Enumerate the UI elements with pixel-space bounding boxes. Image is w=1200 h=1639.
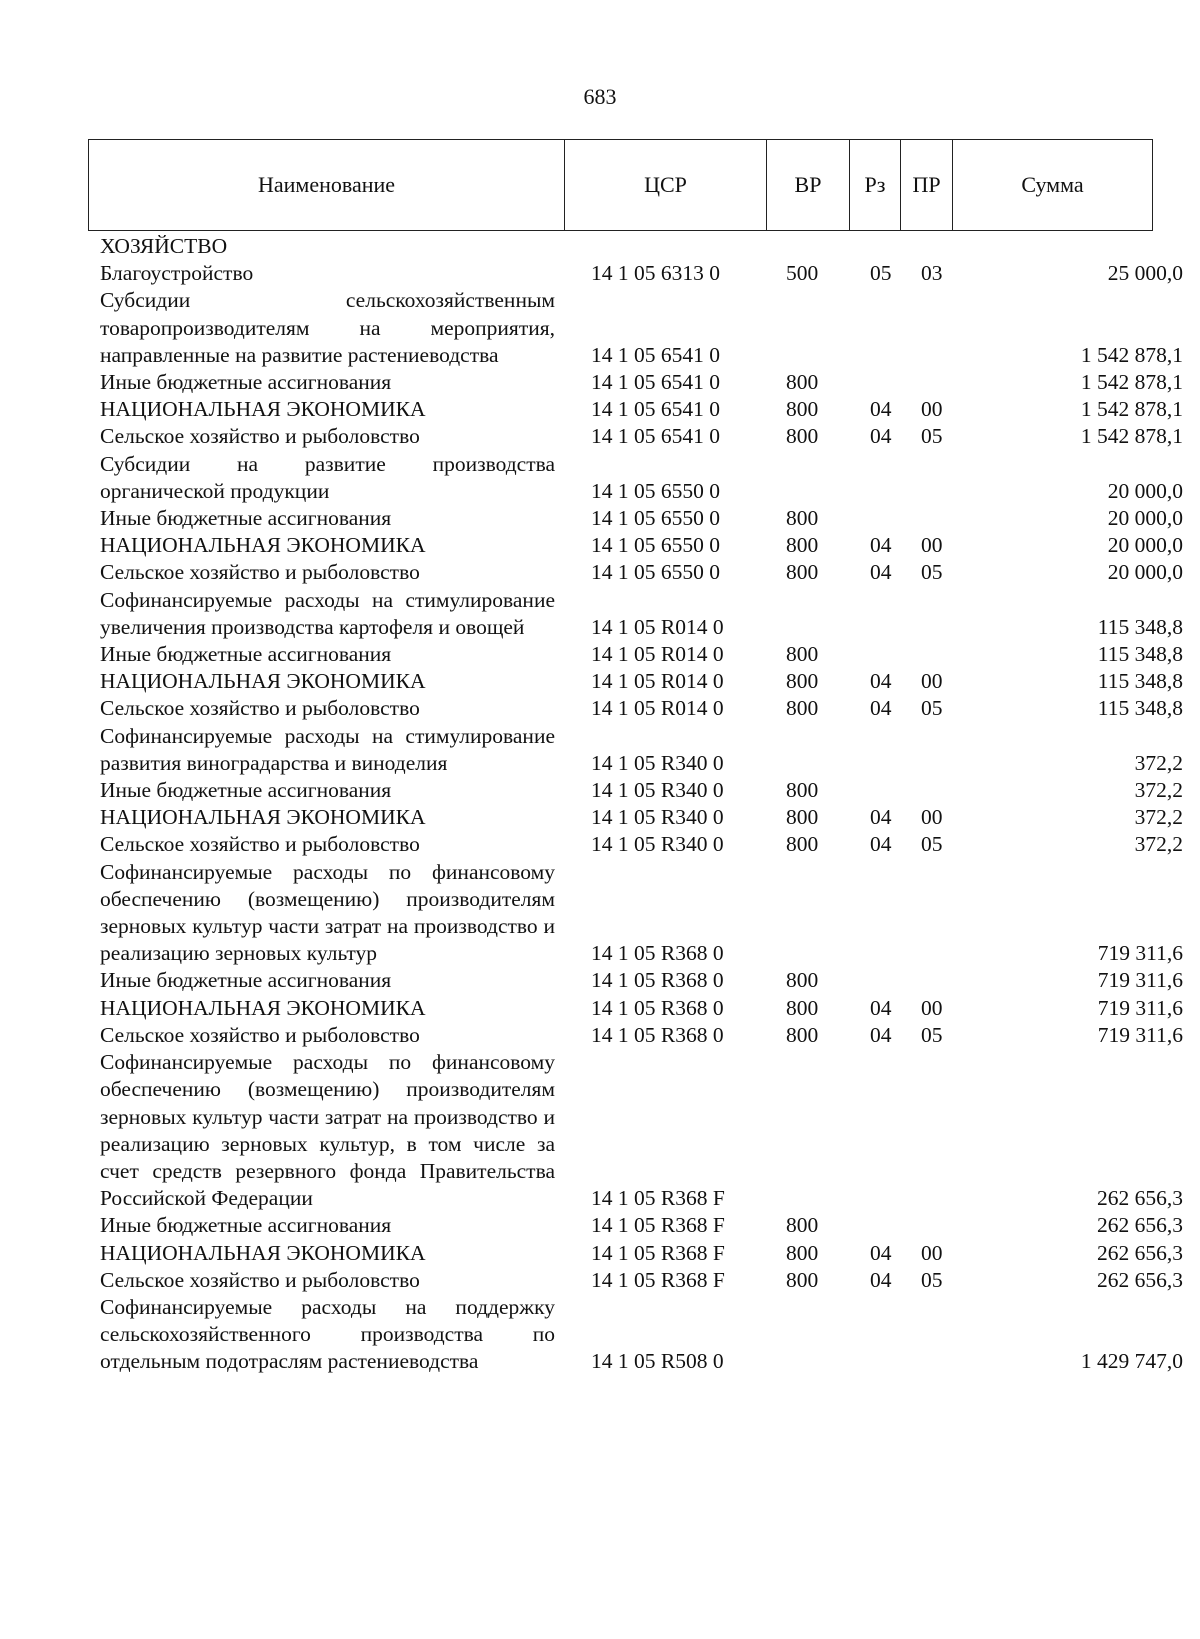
cell-sum: 262 656,3	[1097, 1267, 1183, 1292]
cell-sum: 115 348,8	[1097, 642, 1183, 667]
table-row	[0, 831, 1200, 858]
table-row	[0, 641, 1200, 668]
table-row	[0, 260, 1200, 287]
cell-sum: 20 000,0	[1107, 560, 1183, 585]
cell-csr: 14 1 05 R368 F	[591, 1240, 725, 1265]
cell-vr: 800	[786, 778, 819, 803]
cell-rz: 04	[870, 696, 892, 721]
cell-name: Софинансируемые расходы на стимулирование увеличения производства картофеля и овощей	[100, 587, 555, 639]
cell-csr: 14 1 05 R368 0	[591, 1022, 724, 1047]
table-row	[0, 1049, 1200, 1212]
table-row	[0, 396, 1200, 423]
cell-pr: 00	[921, 669, 943, 694]
cell-pr: 05	[921, 424, 943, 449]
table-row	[0, 559, 1200, 586]
cell-rz: 04	[870, 1240, 892, 1265]
table-row	[0, 1267, 1200, 1294]
cell-pr: 05	[921, 832, 943, 857]
header-vr: ВР	[767, 140, 850, 230]
cell-vr: 800	[786, 533, 819, 558]
cell-name: НАЦИОНАЛЬНАЯ ЭКОНОМИКА	[100, 805, 426, 830]
table-row	[0, 1294, 1200, 1376]
cell-rz: 04	[870, 560, 892, 585]
cell-pr: 00	[921, 533, 943, 558]
table-row	[0, 505, 1200, 532]
cell-pr: 05	[921, 1022, 943, 1047]
cell-csr: 14 1 05 R508 0	[591, 1349, 724, 1374]
cell-name: НАЦИОНАЛЬНАЯ ЭКОНОМИКА	[100, 397, 426, 422]
cell-rz: 04	[870, 1267, 892, 1292]
cell-pr: 00	[921, 805, 943, 830]
cell-csr: 14 1 05 R368 F	[591, 1267, 725, 1292]
cell-sum: 1 429 747,0	[1080, 1349, 1183, 1374]
cell-sum: 1 542 878,1	[1080, 424, 1183, 449]
cell-vr: 800	[786, 560, 819, 585]
table-body	[0, 233, 1200, 1376]
cell-name: Благоустройство	[100, 261, 254, 286]
table-row	[0, 451, 1200, 505]
cell-vr: 800	[786, 968, 819, 993]
cell-name: Иные бюджетные ассигнования	[100, 778, 392, 803]
table-row	[0, 287, 1200, 369]
cell-name: НАЦИОНАЛЬНАЯ ЭКОНОМИКА	[100, 669, 426, 694]
cell-name: Сельское хозяйство и рыболовство	[100, 1022, 420, 1047]
header-pr: ПР	[901, 140, 953, 230]
cell-name: Иные бюджетные ассигнования	[100, 506, 392, 531]
cell-pr: 00	[921, 995, 943, 1020]
table-row	[0, 233, 1200, 260]
cell-csr: 14 1 05 6550 0	[591, 560, 720, 585]
cell-csr: 14 1 05 6550 0	[591, 506, 720, 531]
cell-sum: 719 311,6	[1097, 1022, 1183, 1047]
cell-csr: 14 1 05 R340 0	[591, 805, 724, 830]
cell-csr: 14 1 05 6550 0	[591, 478, 720, 503]
table-row	[0, 1022, 1200, 1049]
cell-name: НАЦИОНАЛЬНАЯ ЭКОНОМИКА	[100, 533, 426, 558]
cell-name: Иные бюджетные ассигнования	[100, 370, 392, 395]
cell-csr: 14 1 05 R368 0	[591, 995, 724, 1020]
cell-rz: 04	[870, 805, 892, 830]
cell-name: Софинансируемые расходы на поддержку сельскохозяйственного производства по отдельным подотраслям растениеводства	[100, 1294, 555, 1374]
header-rz: Рз	[850, 140, 901, 230]
header-name: Наименование	[89, 140, 565, 230]
cell-name: Сельское хозяйство и рыболовство	[100, 1267, 420, 1292]
cell-csr: 14 1 05 R340 0	[591, 778, 724, 803]
cell-sum: 372,2	[1134, 750, 1183, 775]
cell-vr: 800	[786, 506, 819, 531]
cell-vr: 800	[786, 1213, 819, 1238]
cell-sum: 262 656,3	[1097, 1213, 1183, 1238]
cell-sum: 20 000,0	[1107, 533, 1183, 558]
cell-vr: 800	[786, 696, 819, 721]
cell-sum: 115 348,8	[1097, 614, 1183, 639]
cell-sum: 372,2	[1134, 778, 1183, 803]
cell-vr: 800	[786, 1022, 819, 1047]
cell-csr: 14 1 05 R368 F	[591, 1213, 725, 1238]
cell-pr: 05	[921, 560, 943, 585]
cell-name: Софинансируемые расходы по финансовому обеспечению (возмещению) производителям зерновых культур части затрат на производство и реализацию зерновых культур, в том числе за счет средств резервного фонда Правительства Российской Федерации	[100, 1050, 555, 1211]
table-row	[0, 423, 1200, 450]
cell-pr: 05	[921, 1267, 943, 1292]
cell-sum: 719 311,6	[1097, 968, 1183, 993]
cell-rz: 04	[870, 669, 892, 694]
cell-sum: 372,2	[1134, 832, 1183, 857]
cell-name: Сельское хозяйство и рыболовство	[100, 696, 420, 721]
cell-csr: 14 1 05 R340 0	[591, 750, 724, 775]
cell-rz: 04	[870, 832, 892, 857]
cell-rz: 05	[870, 261, 892, 286]
cell-csr: 14 1 05 6541 0	[591, 342, 720, 367]
cell-csr: 14 1 05 R014 0	[591, 614, 724, 639]
cell-csr: 14 1 05 R368 F	[591, 1186, 725, 1211]
cell-name: Софинансируемые расходы по финансовому обеспечению (возмещению) производителям зерновых культур части затрат на производство и реализацию зерновых культур	[100, 859, 555, 966]
table-row	[0, 668, 1200, 695]
cell-sum: 1 542 878,1	[1080, 397, 1183, 422]
cell-csr: 14 1 05 6541 0	[591, 424, 720, 449]
cell-name: Субсидии на развитие производства органической продукции	[100, 451, 555, 503]
cell-rz: 04	[870, 995, 892, 1020]
cell-vr: 800	[786, 424, 819, 449]
cell-name: Сельское хозяйство и рыболовство	[100, 560, 420, 585]
cell-csr: 14 1 05 R014 0	[591, 696, 724, 721]
cell-sum: 262 656,3	[1097, 1186, 1183, 1211]
cell-vr: 800	[786, 669, 819, 694]
cell-sum: 719 311,6	[1097, 941, 1183, 966]
header-csr: ЦСР	[565, 140, 767, 230]
table-row	[0, 695, 1200, 722]
cell-csr: 14 1 05 6541 0	[591, 370, 720, 395]
table-row	[0, 859, 1200, 968]
table-row	[0, 777, 1200, 804]
table-row	[0, 369, 1200, 396]
table-row	[0, 1212, 1200, 1239]
cell-pr: 00	[921, 1240, 943, 1265]
cell-vr: 800	[786, 642, 819, 667]
cell-name: Иные бюджетные ассигнования	[100, 1213, 392, 1238]
table-row	[0, 967, 1200, 994]
cell-csr: 14 1 05 6313 0	[591, 261, 720, 286]
cell-vr: 800	[786, 370, 819, 395]
table-row	[0, 723, 1200, 777]
cell-name: НАЦИОНАЛЬНАЯ ЭКОНОМИКА	[100, 995, 426, 1020]
cell-vr: 800	[786, 397, 819, 422]
cell-sum: 20 000,0	[1107, 478, 1183, 503]
cell-name: ХОЗЯЙСТВО	[100, 234, 228, 258]
cell-csr: 14 1 05 6550 0	[591, 533, 720, 558]
cell-sum: 115 348,8	[1097, 669, 1183, 694]
cell-name: Софинансируемые расходы на стимулирование развития виноградарства и виноделия	[100, 723, 555, 775]
cell-name: Иные бюджетные ассигнования	[100, 642, 392, 667]
table-header	[88, 139, 1153, 231]
cell-name: НАЦИОНАЛЬНАЯ ЭКОНОМИКА	[100, 1240, 426, 1265]
cell-sum: 372,2	[1134, 805, 1183, 830]
cell-csr: 14 1 05 R340 0	[591, 832, 724, 857]
cell-name: Сельское хозяйство и рыболовство	[100, 832, 420, 857]
cell-vr: 800	[786, 805, 819, 830]
cell-vr: 500	[786, 261, 819, 286]
cell-csr: 14 1 05 6541 0	[591, 397, 720, 422]
cell-rz: 04	[870, 533, 892, 558]
cell-sum: 1 542 878,1	[1080, 342, 1183, 367]
table-row	[0, 1240, 1200, 1267]
cell-name: Сельское хозяйство и рыболовство	[100, 424, 420, 449]
cell-rz: 04	[870, 1022, 892, 1047]
cell-vr: 800	[786, 1267, 819, 1292]
cell-sum: 25 000,0	[1107, 261, 1183, 286]
cell-rz: 04	[870, 397, 892, 422]
cell-name: Иные бюджетные ассигнования	[100, 968, 392, 993]
header-sum: Сумма	[1021, 172, 1084, 197]
cell-sum: 20 000,0	[1107, 506, 1183, 531]
cell-vr: 800	[786, 1240, 819, 1265]
cell-csr: 14 1 05 R368 0	[591, 968, 724, 993]
table-row	[0, 587, 1200, 641]
page-number: 683	[583, 84, 617, 109]
cell-vr: 800	[786, 832, 819, 857]
cell-pr: 05	[921, 696, 943, 721]
cell-sum: 262 656,3	[1097, 1240, 1183, 1265]
table-row	[0, 995, 1200, 1022]
cell-csr: 14 1 05 R014 0	[591, 669, 724, 694]
cell-rz: 04	[870, 424, 892, 449]
cell-sum: 1 542 878,1	[1080, 370, 1183, 395]
table-row	[0, 804, 1200, 831]
cell-name: Субсидии сельскохозяйственным товаропроизводителям на мероприятия, направленные на развитие растениеводства	[100, 288, 555, 367]
cell-vr: 800	[786, 995, 819, 1020]
cell-csr: 14 1 05 R368 0	[591, 941, 724, 966]
cell-pr: 03	[921, 261, 943, 286]
cell-sum: 115 348,8	[1097, 696, 1183, 721]
table-row	[0, 532, 1200, 559]
cell-pr: 00	[921, 397, 943, 422]
cell-csr: 14 1 05 R014 0	[591, 642, 724, 667]
cell-sum: 719 311,6	[1097, 995, 1183, 1020]
